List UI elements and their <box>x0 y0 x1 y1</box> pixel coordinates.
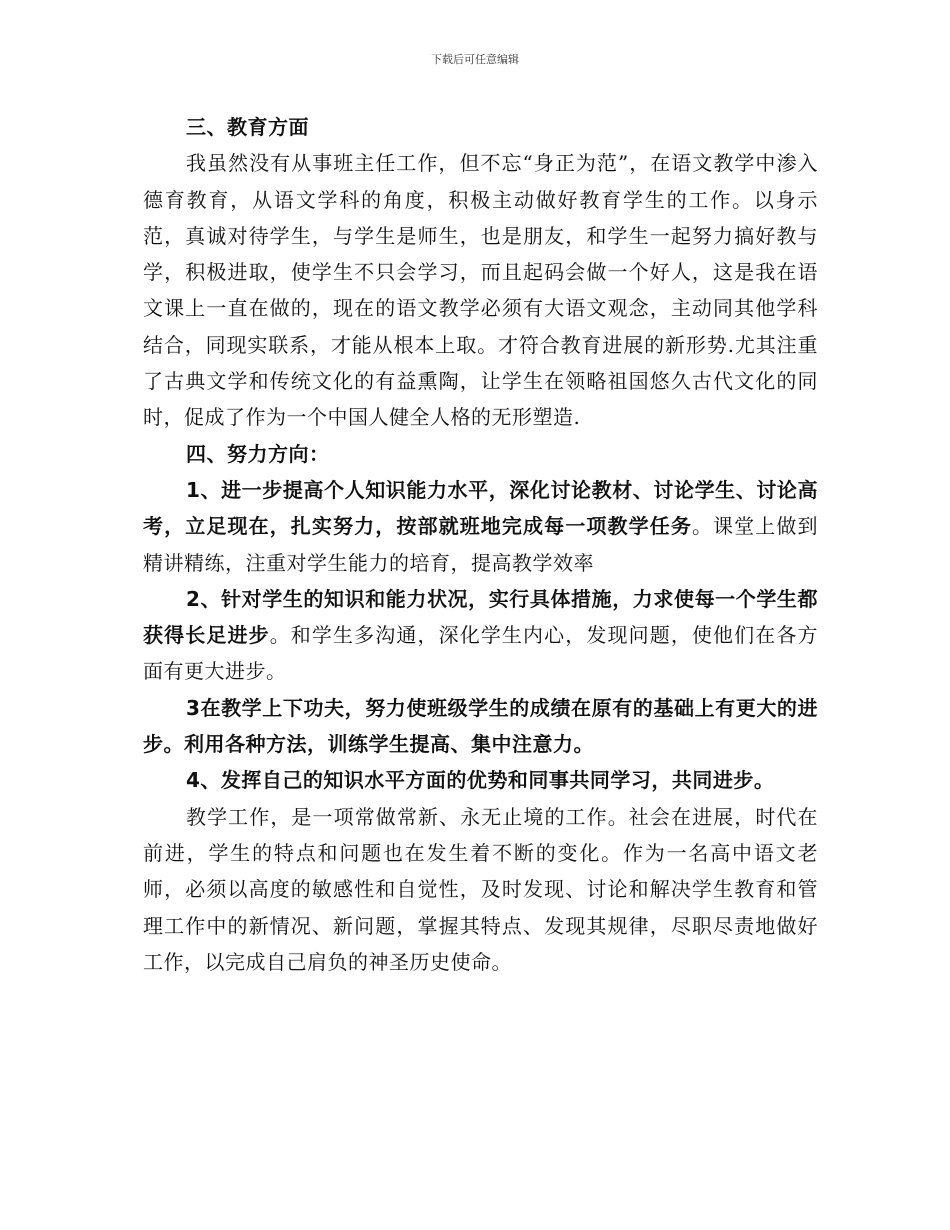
section-3-paragraph: 我虽然没有从事班主任工作，但不忘“身正为范”，在语文教学中渗入德育教育，从语文学科的角度，积极主动做好教育学生的工作。以身示范，真诚对待学生，与学生是师生，也是朋友，和学生一起努力搞好教与学，积极进取，使学生不只会学习，而且起码会做一个好人，这是我在语文课上一直在做的，现在的语文教学必须有大语文观念，主动同其他学科结合，同现实联系，才能从根本上取。才符合教育进展的新形势.尤其注重了古典文学和传统文化的有益熏陶，让学生在领略祖国悠久古代文化的同时，促成了作为一个中国人健全人格的无形塑造. <box>143 151 818 430</box>
goal-item-3: 3在教学上下功夫，努力使班级学生的成绩在原有的基础上有更大的进步。利用各种方法，训练学生提高、集中注意力。 <box>143 695 818 757</box>
section-4-heading: 四、努力方向： <box>186 441 330 466</box>
document-body <box>143 109 818 980</box>
page-header: 下载后可任意编辑 <box>431 53 519 66</box>
closing-paragraph: 教学工作，是一项常做常新、永无止境的工作。社会在进展，时代在前进，学生的特点和问题也在发生着不断的变化。作为一名高中语文老师，必须以高度的敏感性和自觉性，及时发现、讨论和解决学生教育和管理工作中的新情况、新问题，掌握其特点、发现其规律，尽职尽责地做好工作，以完成自己肩负的神圣历史使命。 <box>143 804 818 974</box>
goal-item-2-bold: 2、针对学生的知识和能力状况，实行具体措施，力求使每一个学生都获得长足进步 <box>143 586 818 648</box>
goal-item-1 <box>143 472 818 581</box>
goal-item-2-detail: 。和学生多沟通，深化学生内心，发现问题，使他们在各方面有更大进步。 <box>143 623 819 684</box>
goal-item-1-bold: 1、进一步提高个人知识能力水平，深化讨论教材、讨论学生、讨论高考，立足现在，扎实努力，按部就班地完成每一项教学任务 <box>143 477 818 539</box>
goal-item-2 <box>143 581 818 690</box>
goal-item-1-detail: 。课堂上做到精讲精练，注重对学生能力的培育，提高教学效率 <box>143 514 819 575</box>
section-3-heading: 三、教育方面 <box>186 115 309 139</box>
goal-item-4: 4、发挥自己的知识水平方面的优势和同事共同学习，共同进步。 <box>186 768 775 793</box>
